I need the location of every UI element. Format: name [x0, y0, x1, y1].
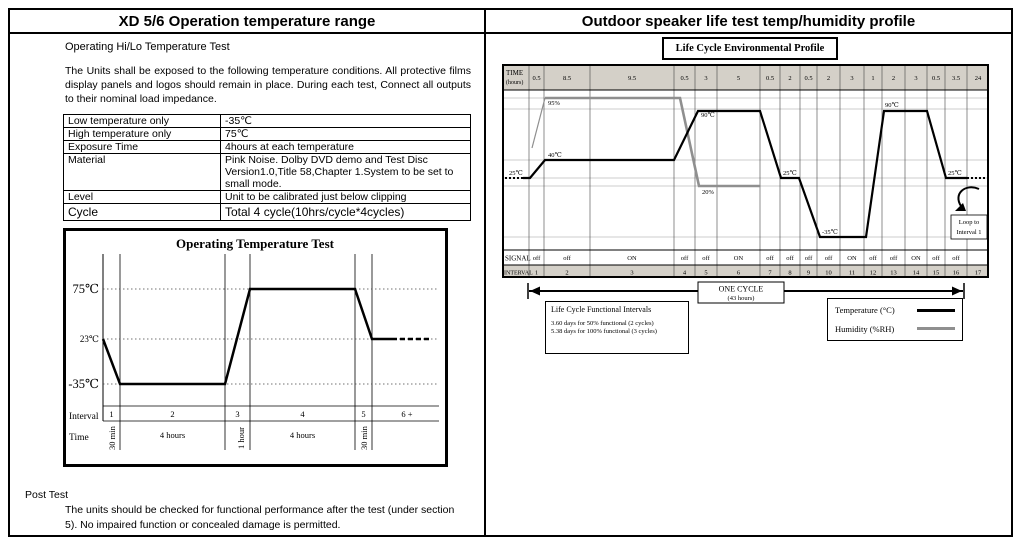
subtitle: Operating Hi/Lo Temperature Test — [65, 41, 230, 53]
time-cell: 9.5 — [627, 75, 637, 82]
signal-cell: off — [804, 255, 813, 262]
interval-number: 1 — [109, 409, 114, 419]
temp-label-40c: 40℃ — [548, 152, 562, 159]
functional-intervals-box — [545, 301, 689, 354]
table-row — [64, 128, 471, 141]
table-cell-label: Material — [64, 154, 221, 191]
interval-cell: 11 — [848, 269, 856, 277]
signal-cell: off — [702, 255, 710, 262]
signal-cell: off — [952, 255, 960, 262]
interval-cell: 1 — [534, 269, 539, 277]
duration-label: 30 min — [359, 426, 369, 450]
duration-label: 30 min — [107, 426, 117, 450]
time-cell: 3 — [850, 75, 854, 82]
interval-cell: 5 — [704, 269, 708, 277]
signal-cell: off — [932, 255, 940, 262]
interval-number: 2 — [170, 409, 175, 419]
signal-cell: off — [680, 255, 689, 262]
interval-cell: 10 — [825, 269, 832, 277]
right-arrowhead-icon — [952, 287, 962, 296]
temp-label-90c-first: 90℃ — [701, 112, 715, 119]
interval-cell: 17 — [974, 269, 982, 277]
interval-row-label: Interval — [69, 412, 99, 422]
life-cycle-profile-title-box — [662, 37, 838, 60]
interval-cell: 6 — [736, 269, 741, 277]
interval-number: 3 — [235, 409, 240, 419]
temp-label-90c-second: 90℃ — [885, 102, 899, 109]
time-cell: 3.5 — [951, 75, 961, 82]
time-cell: 24 — [974, 75, 982, 82]
interval-cell: 8 — [788, 269, 792, 277]
table-cell-value: Unit to be calibrated just below clipping — [221, 191, 471, 204]
interval-cell: 12 — [869, 269, 877, 277]
temp-label-minus35c: -35℃ — [822, 229, 838, 236]
functional-intervals-title: Life Cycle Functional Intervals — [551, 305, 652, 314]
post-test-body: The units should be checked for functional performance after the test (under section 5). No impaired function or concealed damage is permitted. — [65, 504, 455, 531]
signal-cell: off — [824, 255, 833, 262]
time-cell: 5 — [736, 75, 741, 82]
interval-number: 5 — [361, 409, 366, 419]
legend-box — [827, 298, 963, 341]
duration-label: 1 hour — [236, 427, 246, 449]
one-cycle-hours: (43 hours) — [727, 295, 755, 302]
signal-cell: off — [563, 255, 571, 262]
chart-title: Operating Temperature Test — [176, 236, 334, 251]
interval-cell: 3 — [630, 269, 634, 277]
document-page — [8, 8, 1013, 537]
loop-note-line1: Loop to — [958, 219, 980, 226]
table-cell-label: High temperature only — [64, 128, 221, 141]
time-cell: 1 — [871, 75, 875, 82]
time-header-label: TIME — [506, 69, 524, 77]
time-cell: 2 — [826, 75, 831, 82]
time-cell: 0.5 — [931, 75, 941, 82]
humidity-line-swatch — [917, 327, 955, 330]
table-cell-label: Exposure Time — [64, 141, 221, 154]
generated-interval-cells — [107, 409, 413, 450]
time-cell: 2 — [891, 75, 896, 82]
table-cell-label: Low temperature only — [64, 115, 221, 128]
left-arrowhead-icon — [530, 287, 540, 296]
interval-cell: 9 — [806, 269, 811, 277]
signal-cell: off — [869, 255, 877, 262]
y-label-23c: 23℃ — [79, 334, 99, 344]
header-row — [10, 10, 1011, 34]
legend-row-temperature — [835, 305, 955, 315]
plot-area — [502, 90, 989, 250]
interval-cell: 2 — [565, 269, 569, 277]
signal-header-label: SIGNAL — [505, 254, 531, 263]
operating-temperature-chart — [66, 231, 445, 464]
interval-cell: 15 — [932, 269, 940, 277]
time-row-label: Time — [69, 433, 89, 443]
time-cell: 0.5 — [804, 75, 813, 82]
table-row — [64, 191, 471, 204]
humidity-label-95: 95% — [548, 100, 560, 107]
post-test-title: Post Test — [25, 489, 68, 501]
temp-label-25c-end: 25℃ — [948, 170, 962, 177]
left-panel-title: XD 5/6 Operation temperature range — [118, 12, 376, 30]
life-cycle-profile-chart — [502, 64, 989, 278]
temp-label-25c-mid: 25℃ — [783, 170, 797, 177]
table-cell-value: 75℃ — [221, 128, 471, 141]
left-panel-header — [10, 10, 486, 32]
body-row — [10, 34, 1011, 535]
table-cell-label: Cycle — [64, 204, 221, 221]
table-row — [64, 204, 471, 221]
table-cell-label: Level — [64, 191, 221, 204]
signal-cell: off — [766, 255, 774, 262]
signal-cell: off — [786, 255, 794, 262]
table-row — [64, 141, 471, 154]
y-label-minus35c: -35℃ — [68, 377, 99, 391]
time-header-units: (hours) — [506, 80, 524, 86]
time-cell: 0.5 — [532, 75, 541, 82]
legend-temperature-label: Temperature (°C) — [835, 305, 895, 316]
functional-intervals-line1: 3.60 days for 50% functional (2 cycles) — [551, 320, 654, 327]
time-cell: 0.5 — [680, 75, 689, 82]
functional-intervals-line2: 5.38 days for 100% functional (3 cycles) — [551, 328, 657, 335]
table-cell-value: Total 4 cycle(10hrs/cycle*4cycles) — [221, 204, 471, 221]
signal-cell: ON — [847, 255, 857, 262]
table-cell-value: Pink Noise. Dolby DVD demo and Test Disc Version1.0,Title 58,Chapter 1.System to be set to small mode. — [221, 154, 471, 191]
signal-cell: off — [889, 255, 898, 262]
time-cell: 8.5 — [562, 75, 572, 82]
time-cell: 2 — [788, 75, 792, 82]
signal-cell: ON — [627, 255, 637, 262]
test-conditions-table — [63, 114, 471, 221]
life-cycle-profile-title: Life Cycle Environmental Profile — [675, 43, 825, 54]
duration-label: 4 hours — [159, 430, 186, 440]
temperature-line — [103, 289, 392, 384]
table-row — [64, 115, 471, 128]
right-panel — [486, 34, 1011, 535]
loop-note-line2: Interval 1 — [956, 229, 982, 236]
left-panel — [10, 34, 486, 535]
interval-cell: 4 — [682, 269, 687, 277]
right-panel-header — [486, 10, 1011, 32]
interval-cell: 13 — [890, 269, 897, 277]
time-cell: 0.5 — [765, 75, 775, 82]
one-cycle-label: ONE CYCLE — [718, 284, 764, 294]
duration-label: 4 hours — [289, 430, 316, 440]
time-cell: 3 — [914, 75, 918, 82]
interval-cell: 7 — [768, 269, 772, 277]
legend-humidity-label: Humidity (%RH) — [835, 323, 895, 334]
table-cell-value: -35℃ — [221, 115, 471, 128]
interval-number: 6 + — [401, 409, 413, 419]
temp-label-25c-start: 25℃ — [509, 170, 523, 177]
time-cell: 3 — [704, 75, 708, 82]
interval-header-label: INTERVAL — [504, 270, 533, 277]
interval-number: 4 — [300, 409, 305, 419]
right-panel-title: Outdoor speaker life test temp/humidity profile — [581, 12, 916, 30]
interval-cell: 14 — [912, 269, 920, 277]
temperature-line-swatch — [917, 309, 955, 312]
table-row — [64, 154, 471, 191]
intro-paragraph: The Units shall be exposed to the following temperature conditions. All protective films display panels and logos should remain in place. During each test, Connect all outputs to their nominal load impedance. — [65, 65, 471, 105]
signal-cell: ON — [911, 255, 921, 262]
interval-cell: 16 — [952, 269, 960, 277]
operating-temperature-chart-box — [63, 228, 448, 467]
legend-row-humidity — [835, 324, 955, 334]
table-cell-value: 4hours at each temperature — [221, 141, 471, 154]
signal-cell: ON — [733, 255, 744, 262]
y-label-75c: 75℃ — [72, 282, 99, 296]
humidity-label-20: 20% — [702, 189, 714, 196]
signal-cell: off — [532, 255, 541, 262]
